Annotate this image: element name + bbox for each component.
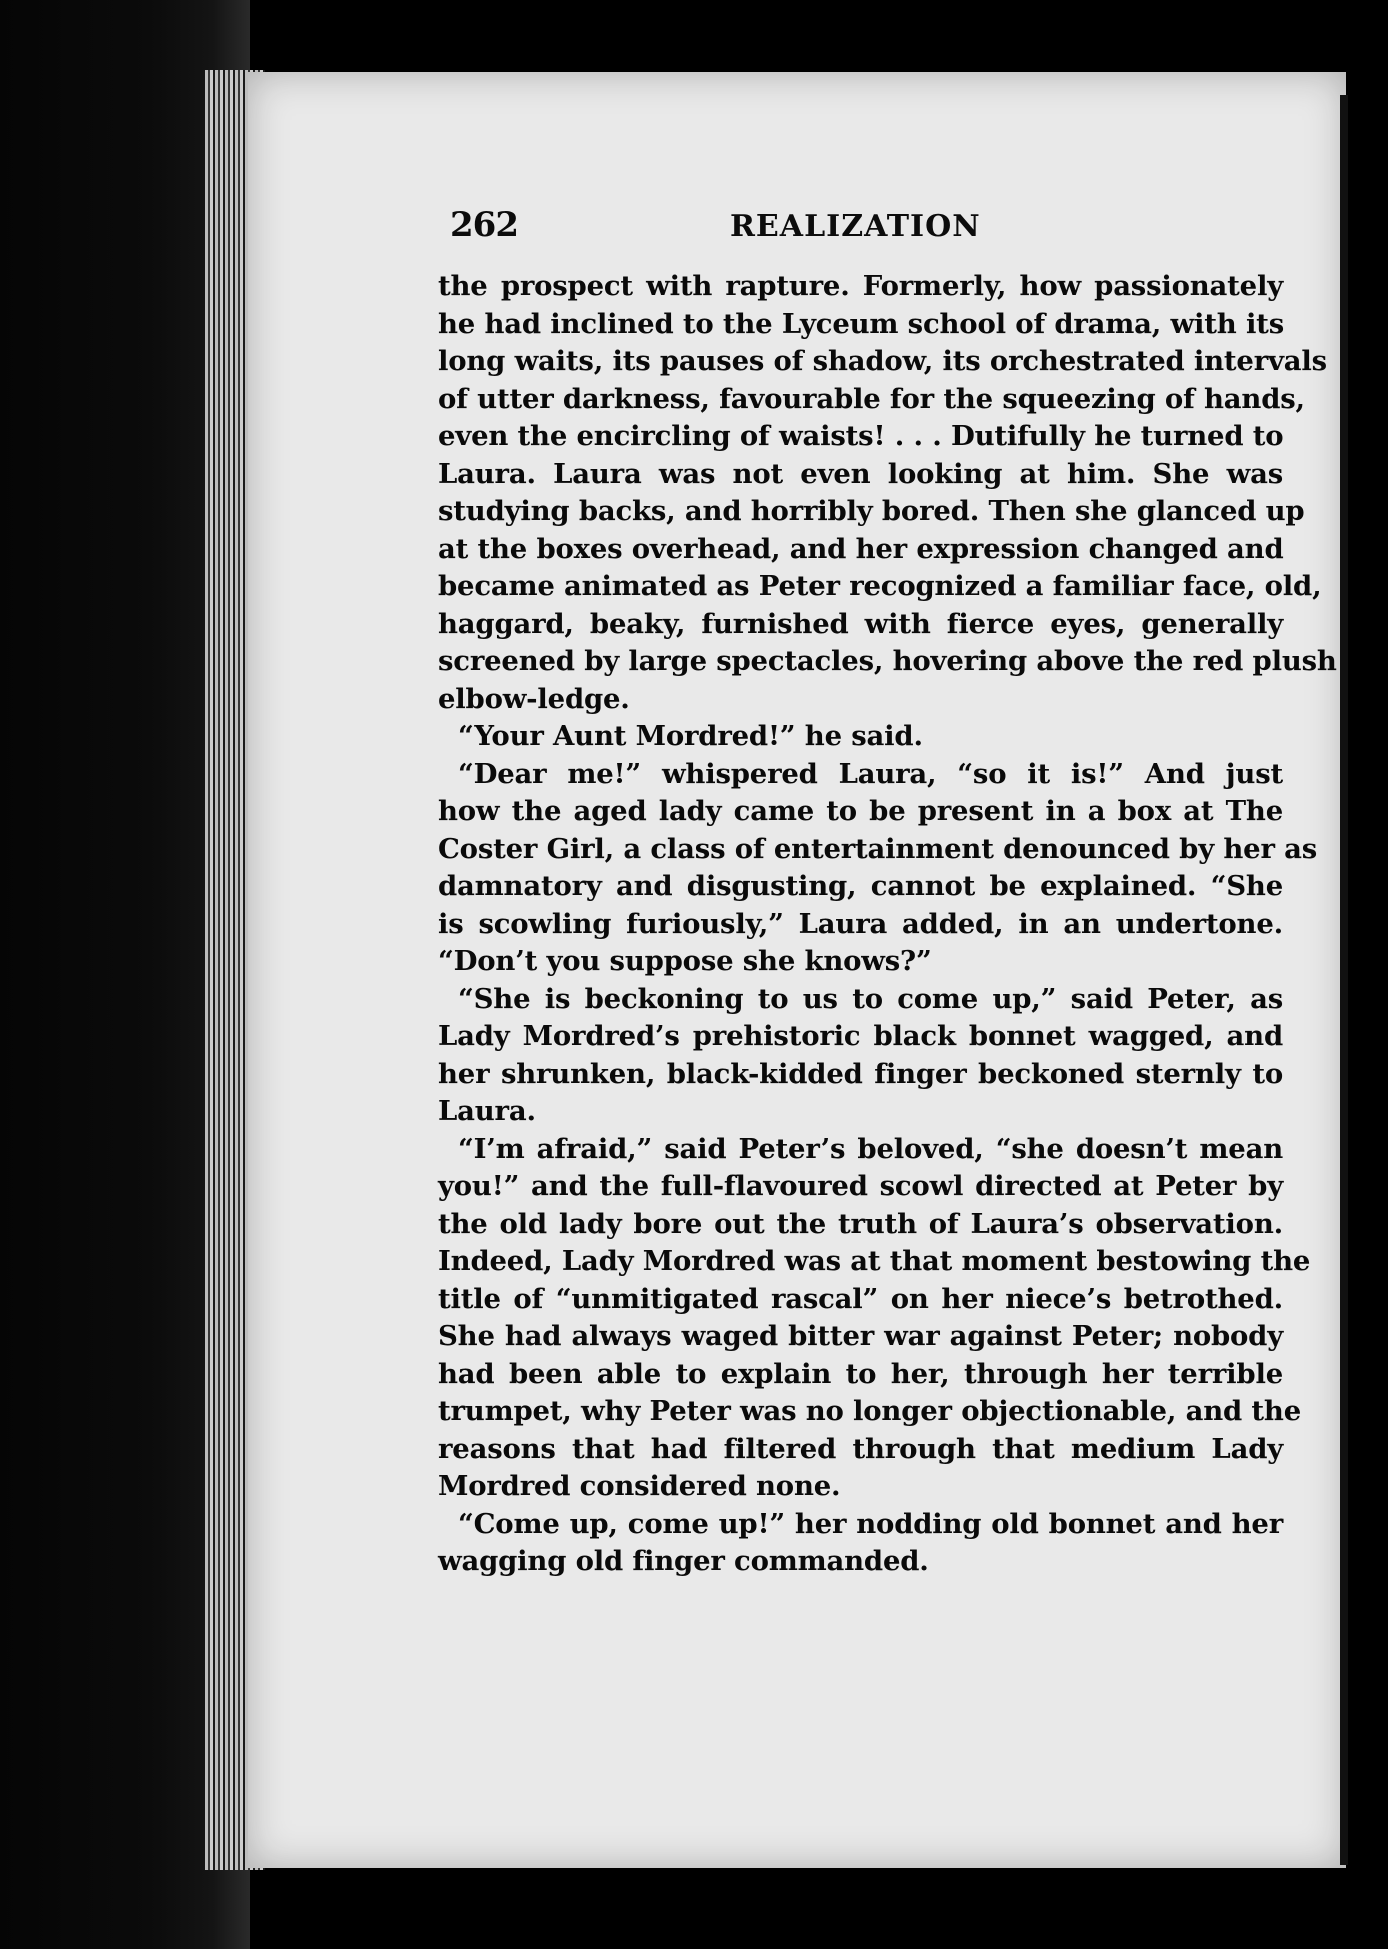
body-text xyxy=(438,268,1337,1581)
page-right-edge xyxy=(1340,95,1348,1865)
text-line: even the encircling of waists! . . . Dutifully he turned to xyxy=(438,420,1284,452)
text-line: you!” and the full-flavoured scowl directed at Peter by xyxy=(438,1170,1283,1202)
text-line: had been able to explain to her, through her terrible xyxy=(438,1357,1283,1390)
text-line: trumpet, why Peter was no longer objectionable, and the xyxy=(438,1395,1301,1427)
text-line: long waits, its pauses of shadow, its orchestrated intervals xyxy=(438,345,1327,377)
text-line: Mordred considered none. xyxy=(438,1470,841,1502)
text-line: reasons that had filtered through that medium Lady xyxy=(438,1432,1283,1465)
text-line: She had always waged bitter war against Peter; nobody xyxy=(438,1320,1283,1352)
text-line: Indeed, Lady Mordred was at that moment bestowing the xyxy=(438,1245,1311,1277)
text-line: “Dear me!” whispered Laura, “so it is!” And just xyxy=(458,757,1283,790)
text-line: how the aged lady came to be present in a box at The xyxy=(438,795,1283,827)
text-line: screened by large spectacles, hovering above the red plush xyxy=(438,645,1337,677)
text-line: her shrunken, black-kidded finger beckoned sternly to xyxy=(438,1057,1283,1090)
text-line: the prospect with rapture. Formerly, how passionately xyxy=(438,270,1283,302)
text-line: Lady Mordred’s prehistoric black bonnet wagged, and xyxy=(438,1020,1283,1052)
text-line: became animated as Peter recognized a familiar face, old, xyxy=(438,570,1322,602)
text-line: elbow-ledge. xyxy=(438,682,630,715)
text-line: damnatory and disgusting, cannot be explained. “She xyxy=(438,870,1283,902)
text-line: Laura. Laura was not even looking at him. She was xyxy=(438,457,1283,490)
text-line: the old lady bore out the truth of Laura’s observation. xyxy=(438,1207,1283,1240)
text-line: is scowling furiously,” Laura added, in an undertone. xyxy=(438,907,1283,940)
text-line: studying backs, and horribly bored. Then she glanced up xyxy=(438,495,1305,527)
page-number: 262 xyxy=(450,205,518,245)
text-line: “Your Aunt Mordred!” he said. xyxy=(458,720,923,752)
text-line: he had inclined to the Lyceum school of drama, with its xyxy=(438,307,1284,340)
text-line: at the boxes overhead, and her expression changed and xyxy=(438,532,1284,565)
text-line: title of “unmitigated rascal” on her niece’s betrothed. xyxy=(438,1282,1283,1315)
text-line: “I’m afraid,” said Peter’s beloved, “she doesn’t mean xyxy=(458,1132,1283,1165)
page-header xyxy=(450,205,1300,255)
text-line: of utter darkness, favourable for the squeezing of hands, xyxy=(438,382,1305,415)
running-head: REALIZATION xyxy=(730,209,981,244)
text-line: Laura. xyxy=(438,1095,536,1127)
text-line: wagging old finger commanded. xyxy=(438,1545,929,1577)
text-line: “She is beckoning to us to come up,” said Peter, as xyxy=(458,982,1283,1015)
text-line: “Come up, come up!” her nodding old bonnet and her xyxy=(458,1507,1283,1540)
text-line: “Don’t you suppose she knows?” xyxy=(438,945,932,977)
text-line: Coster Girl, a class of entertainment denounced by her as xyxy=(438,832,1318,865)
text-line: haggard, beaky, furnished with fierce eyes, generally xyxy=(438,607,1283,640)
